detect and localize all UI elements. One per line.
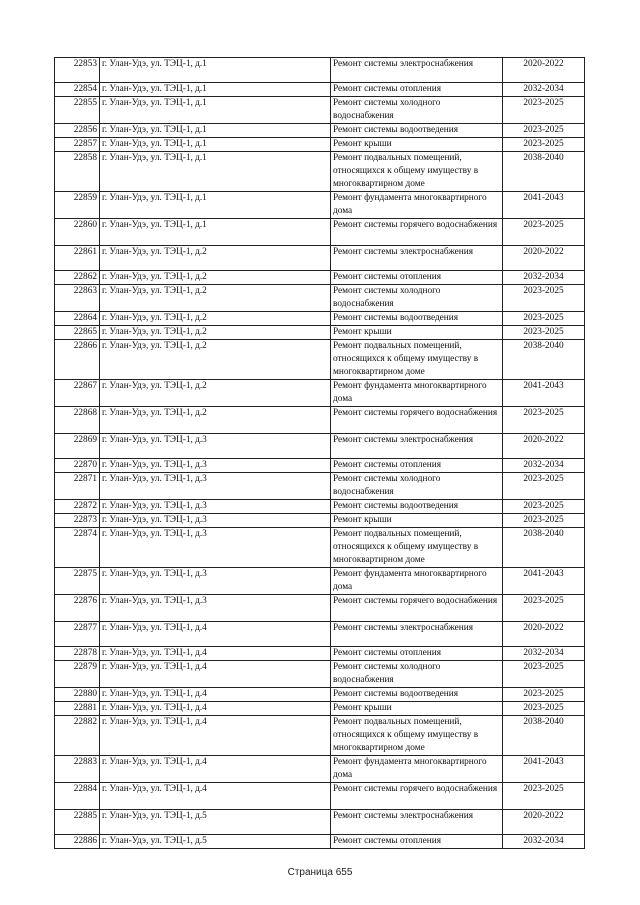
row-number-cell: 22853 [55, 58, 100, 83]
address-cell: г. Улан-Удэ, ул. ТЭЦ-1, д.4 [100, 647, 331, 661]
address-cell: г. Улан-Удэ, ул. ТЭЦ-1, д.1 [100, 97, 331, 124]
period-cell: 2023-2025 [503, 124, 585, 138]
row-number-cell: 22879 [55, 661, 100, 688]
row-number-cell: 22855 [55, 97, 100, 124]
address-cell: г. Улан-Удэ, ул. ТЭЦ-1, д.5 [100, 810, 331, 835]
period-cell: 2032-2034 [503, 83, 585, 97]
period-cell: 2023-2025 [503, 473, 585, 500]
work-type-cell: Ремонт системы горячего водоснабжения [331, 219, 503, 246]
row-number-cell: 22866 [55, 340, 100, 380]
row-number-cell: 22872 [55, 500, 100, 514]
table-row [55, 716, 585, 756]
row-number-cell: 22881 [55, 702, 100, 716]
period-cell: 2032-2034 [503, 271, 585, 285]
period-cell: 2023-2025 [503, 500, 585, 514]
address-cell: г. Улан-Удэ, ул. ТЭЦ-1, д.1 [100, 152, 331, 192]
table-row [55, 473, 585, 500]
period-cell: 2023-2025 [503, 702, 585, 716]
work-type-cell: Ремонт системы холодного водоснабжения [331, 97, 503, 124]
work-type-cell: Ремонт системы отопления [331, 271, 503, 285]
period-cell: 2023-2025 [503, 326, 585, 340]
address-cell: г. Улан-Удэ, ул. ТЭЦ-1, д.1 [100, 219, 331, 246]
work-type-cell: Ремонт крыши [331, 514, 503, 528]
row-number-cell: 22857 [55, 138, 100, 152]
table-row [55, 246, 585, 271]
period-cell: 2041-2043 [503, 192, 585, 219]
address-cell: г. Улан-Удэ, ул. ТЭЦ-1, д.1 [100, 58, 331, 83]
table-row [55, 756, 585, 783]
table-row [55, 661, 585, 688]
address-cell: г. Улан-Удэ, ул. ТЭЦ-1, д.4 [100, 661, 331, 688]
work-type-cell: Ремонт фундамента многоквартирного дома [331, 568, 503, 595]
period-cell: 2038-2040 [503, 152, 585, 192]
address-cell: г. Улан-Удэ, ул. ТЭЦ-1, д.2 [100, 380, 331, 407]
row-number-cell: 22865 [55, 326, 100, 340]
table-row [55, 138, 585, 152]
address-cell: г. Улан-Удэ, ул. ТЭЦ-1, д.1 [100, 192, 331, 219]
table-row [55, 514, 585, 528]
table-row [55, 810, 585, 835]
row-number-cell: 22860 [55, 219, 100, 246]
table-row [55, 595, 585, 622]
address-cell: г. Улан-Удэ, ул. ТЭЦ-1, д.3 [100, 514, 331, 528]
row-number-cell: 22882 [55, 716, 100, 756]
table-row [55, 459, 585, 473]
row-number-cell: 22854 [55, 83, 100, 97]
work-type-cell: Ремонт системы электроснабжения [331, 58, 503, 83]
row-number-cell: 22878 [55, 647, 100, 661]
row-number-cell: 22877 [55, 622, 100, 647]
table-row [55, 271, 585, 285]
period-cell: 2023-2025 [503, 312, 585, 326]
work-type-cell: Ремонт системы холодного водоснабжения [331, 285, 503, 312]
work-type-cell: Ремонт крыши [331, 138, 503, 152]
period-cell: 2038-2040 [503, 716, 585, 756]
period-cell: 2032-2034 [503, 459, 585, 473]
work-type-cell: Ремонт системы электроснабжения [331, 810, 503, 835]
address-cell: г. Улан-Удэ, ул. ТЭЦ-1, д.4 [100, 783, 331, 810]
row-number-cell: 22874 [55, 528, 100, 568]
period-cell: 2023-2025 [503, 219, 585, 246]
work-type-cell: Ремонт крыши [331, 702, 503, 716]
table-body [55, 58, 585, 849]
address-cell: г. Улан-Удэ, ул. ТЭЦ-1, д.3 [100, 459, 331, 473]
work-type-cell: Ремонт подвальных помещений, относящихся к общему имуществу в многоквартирном доме [331, 152, 503, 192]
period-cell: 2023-2025 [503, 407, 585, 434]
row-number-cell: 22859 [55, 192, 100, 219]
row-number-cell: 22864 [55, 312, 100, 326]
work-type-cell: Ремонт подвальных помещений, относящихся к общему имуществу в многоквартирном доме [331, 340, 503, 380]
address-cell: г. Улан-Удэ, ул. ТЭЦ-1, д.3 [100, 528, 331, 568]
table-row [55, 380, 585, 407]
work-type-cell: Ремонт системы отопления [331, 83, 503, 97]
work-type-cell: Ремонт фундамента многоквартирного дома [331, 192, 503, 219]
row-number-cell: 22856 [55, 124, 100, 138]
address-cell: г. Улан-Удэ, ул. ТЭЦ-1, д.2 [100, 246, 331, 271]
address-cell: г. Улан-Удэ, ул. ТЭЦ-1, д.1 [100, 124, 331, 138]
table-row [55, 702, 585, 716]
table-row [55, 97, 585, 124]
period-cell: 2023-2025 [503, 783, 585, 810]
row-number-cell: 22876 [55, 595, 100, 622]
address-cell: г. Улан-Удэ, ул. ТЭЦ-1, д.1 [100, 138, 331, 152]
work-type-cell: Ремонт фундамента многоквартирного дома [331, 380, 503, 407]
address-cell: г. Улан-Удэ, ул. ТЭЦ-1, д.2 [100, 326, 331, 340]
period-cell: 2023-2025 [503, 97, 585, 124]
table-row [55, 434, 585, 459]
period-cell: 2020-2022 [503, 810, 585, 835]
table-row [55, 622, 585, 647]
table-row [55, 285, 585, 312]
row-number-cell: 22886 [55, 835, 100, 849]
work-type-cell: Ремонт системы электроснабжения [331, 246, 503, 271]
row-number-cell: 22858 [55, 152, 100, 192]
period-cell: 2038-2040 [503, 340, 585, 380]
table-row [55, 326, 585, 340]
table-row [55, 192, 585, 219]
row-number-cell: 22868 [55, 407, 100, 434]
address-cell: г. Улан-Удэ, ул. ТЭЦ-1, д.3 [100, 500, 331, 514]
work-type-cell: Ремонт системы электроснабжения [331, 622, 503, 647]
work-type-cell: Ремонт подвальных помещений, относящихся к общему имуществу в многоквартирном доме [331, 528, 503, 568]
table-row [55, 835, 585, 849]
table-row [55, 528, 585, 568]
address-cell: г. Улан-Удэ, ул. ТЭЦ-1, д.3 [100, 434, 331, 459]
work-type-cell: Ремонт системы холодного водоснабжения [331, 473, 503, 500]
address-cell: г. Улан-Удэ, ул. ТЭЦ-1, д.2 [100, 312, 331, 326]
work-type-cell: Ремонт системы отопления [331, 835, 503, 849]
page-number: Страница 655 [287, 867, 353, 878]
row-number-cell: 22863 [55, 285, 100, 312]
work-type-cell: Ремонт фундамента многоквартирного дома [331, 756, 503, 783]
period-cell: 2038-2040 [503, 528, 585, 568]
address-cell: г. Улан-Удэ, ул. ТЭЦ-1, д.4 [100, 702, 331, 716]
row-number-cell: 22880 [55, 688, 100, 702]
period-cell: 2023-2025 [503, 285, 585, 312]
table-row [55, 124, 585, 138]
work-type-cell: Ремонт системы отопления [331, 459, 503, 473]
work-type-cell: Ремонт системы холодного водоснабжения [331, 661, 503, 688]
address-cell: г. Улан-Удэ, ул. ТЭЦ-1, д.4 [100, 756, 331, 783]
work-type-cell: Ремонт системы водоотведения [331, 312, 503, 326]
table-row [55, 340, 585, 380]
work-type-cell: Ремонт системы электроснабжения [331, 434, 503, 459]
address-cell: г. Улан-Удэ, ул. ТЭЦ-1, д.4 [100, 716, 331, 756]
table-row [55, 58, 585, 83]
address-cell: г. Улан-Удэ, ул. ТЭЦ-1, д.2 [100, 271, 331, 285]
address-cell: г. Улан-Удэ, ул. ТЭЦ-1, д.2 [100, 340, 331, 380]
row-number-cell: 22870 [55, 459, 100, 473]
table-row [55, 219, 585, 246]
table-row [55, 312, 585, 326]
table-row [55, 568, 585, 595]
row-number-cell: 22884 [55, 783, 100, 810]
work-type-cell: Ремонт системы водоотведения [331, 124, 503, 138]
period-cell: 2041-2043 [503, 380, 585, 407]
repair-schedule-table [54, 57, 585, 849]
address-cell: г. Улан-Удэ, ул. ТЭЦ-1, д.1 [100, 83, 331, 97]
period-cell: 2032-2034 [503, 835, 585, 849]
row-number-cell: 22885 [55, 810, 100, 835]
table-row [55, 500, 585, 514]
work-type-cell: Ремонт подвальных помещений, относящихся к общему имуществу в многоквартирном доме [331, 716, 503, 756]
work-type-cell: Ремонт системы горячего водоснабжения [331, 783, 503, 810]
address-cell: г. Улан-Удэ, ул. ТЭЦ-1, д.3 [100, 595, 331, 622]
period-cell: 2023-2025 [503, 138, 585, 152]
address-cell: г. Улан-Удэ, ул. ТЭЦ-1, д.3 [100, 568, 331, 595]
period-cell: 2020-2022 [503, 622, 585, 647]
address-cell: г. Улан-Удэ, ул. ТЭЦ-1, д.2 [100, 285, 331, 312]
table-row [55, 647, 585, 661]
address-cell: г. Улан-Удэ, ул. ТЭЦ-1, д.5 [100, 835, 331, 849]
row-number-cell: 22867 [55, 380, 100, 407]
period-cell: 2023-2025 [503, 595, 585, 622]
period-cell: 2041-2043 [503, 568, 585, 595]
table-row [55, 783, 585, 810]
work-type-cell: Ремонт системы горячего водоснабжения [331, 595, 503, 622]
table-row [55, 407, 585, 434]
period-cell: 2020-2022 [503, 246, 585, 271]
period-cell: 2041-2043 [503, 756, 585, 783]
row-number-cell: 22869 [55, 434, 100, 459]
period-cell: 2023-2025 [503, 661, 585, 688]
row-number-cell: 22861 [55, 246, 100, 271]
table-row [55, 152, 585, 192]
work-type-cell: Ремонт системы отопления [331, 647, 503, 661]
address-cell: г. Улан-Удэ, ул. ТЭЦ-1, д.3 [100, 473, 331, 500]
address-cell: г. Улан-Удэ, ул. ТЭЦ-1, д.4 [100, 622, 331, 647]
work-type-cell: Ремонт системы водоотведения [331, 688, 503, 702]
period-cell: 2023-2025 [503, 514, 585, 528]
row-number-cell: 22871 [55, 473, 100, 500]
work-type-cell: Ремонт системы водоотведения [331, 500, 503, 514]
work-type-cell: Ремонт системы горячего водоснабжения [331, 407, 503, 434]
period-cell: 2032-2034 [503, 647, 585, 661]
address-cell: г. Улан-Удэ, ул. ТЭЦ-1, д.4 [100, 688, 331, 702]
period-cell: 2020-2022 [503, 58, 585, 83]
work-type-cell: Ремонт крыши [331, 326, 503, 340]
row-number-cell: 22862 [55, 271, 100, 285]
period-cell: 2023-2025 [503, 688, 585, 702]
row-number-cell: 22873 [55, 514, 100, 528]
address-cell: г. Улан-Удэ, ул. ТЭЦ-1, д.2 [100, 407, 331, 434]
table-row [55, 83, 585, 97]
row-number-cell: 22883 [55, 756, 100, 783]
row-number-cell: 22875 [55, 568, 100, 595]
period-cell: 2020-2022 [503, 434, 585, 459]
table-row [55, 688, 585, 702]
